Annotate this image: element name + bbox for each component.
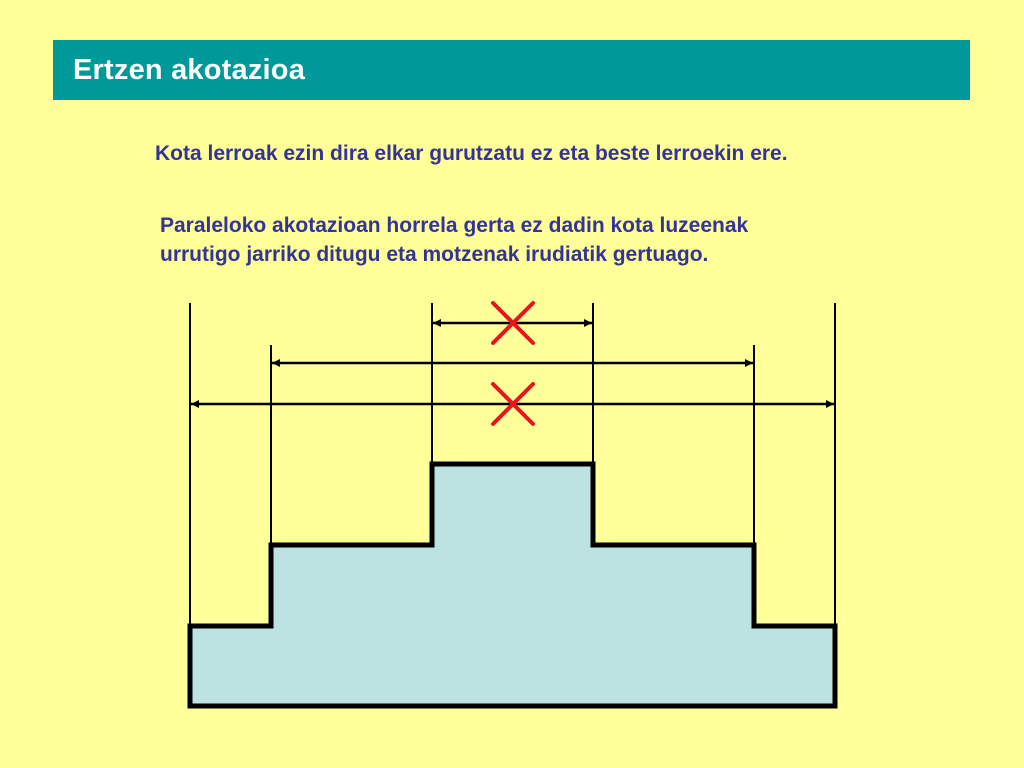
page-title: Ertzen akotazioa	[73, 53, 306, 86]
stepped-part	[190, 464, 835, 706]
note-text-2-line-1: Paraleloko akotazioan horrela gerta ez dadin kota luzeenak	[160, 214, 749, 237]
note-text-2-line-2: urrutigo jarriko ditugu eta motzenak irudiatik gertuago.	[160, 243, 709, 266]
note-text-1: Kota lerroak ezin dira elkar gurutzatu ez eta beste lerroekin ere.	[155, 142, 788, 165]
